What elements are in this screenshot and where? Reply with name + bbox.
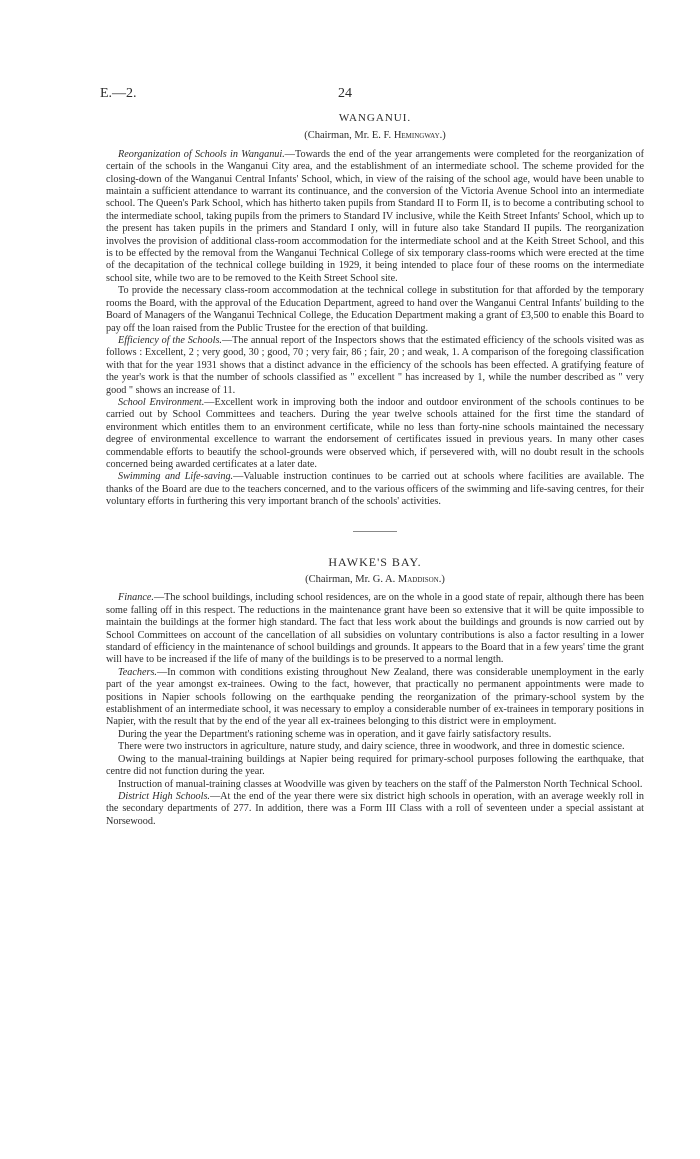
paragraph <box>106 754 644 779</box>
paragraph-heading: Swimming and Life-saving. <box>118 471 234 483</box>
paragraph-heading: Finance. <box>118 592 154 604</box>
chairman-name: Maddison <box>397 574 439 585</box>
paragraph-text: —Valuable instruction continues to be carried out at schools where facilities are available. The thanks of the Board are due to the teachers concerned, and to the various officers of the swimming and life-saving centres, for their voluntary efforts in furthering this very important branch of the schools' activities. <box>106 471 644 508</box>
chairman-prefix: (Chairman, Mr. E. F. <box>304 130 394 142</box>
paragraph-text: —The school buildings, including school residences, are on the whole in a good state of repair, although there has been some falling off in this respect. The reductions in the maintenance grant have been so extensive that it will be quite impossible to maintain the buildings at the former high standard. The fact that less work about the buildings and grounds is now carried out by School Committees on account of the cancellation of all subsidies on voluntary contributions is also a factor resulting in a lower standard of efficiency in the maintenance of school buildings and grounds. It appears to the Board that in a few years' time the grant will have to be increased if the life of many of the buildings is to be preserved to a normal length. <box>106 592 644 666</box>
paragraph <box>106 729 644 741</box>
section-chairman <box>106 130 644 142</box>
paragraph-text: During the year the Department's rationing scheme was in operation, and it gave fairly satisfactory results. <box>118 728 552 740</box>
paragraph-text: Instruction of manual-training classes at Woodville was given by teachers on the staff of the Palmerston North Technical School. <box>118 778 643 790</box>
paragraph <box>106 667 644 729</box>
paragraph-heading: District High Schools. <box>118 790 210 802</box>
paragraph <box>106 335 644 397</box>
section-wanganui <box>106 112 644 509</box>
paragraph <box>106 397 644 471</box>
paragraph <box>106 741 644 753</box>
page-ref: E.—2. <box>100 86 137 101</box>
paragraph <box>106 779 644 791</box>
section-title: HAWKE'S BAY. <box>328 554 422 569</box>
page-number: 24 <box>338 86 352 101</box>
paragraph-text: —At the end of the year there were six district high schools in operation, with an average weekly roll in the secondary departments of 277. In addition, there was a Form III Class with a roll of seventeen under a special assistant at Norsewood. <box>106 790 644 827</box>
paragraph-heading: Reorganization of Schools in Wanganui. <box>118 148 285 160</box>
chairman-name: Hemingway <box>393 130 440 142</box>
paragraph-text: To provide the necessary class-room accommodation at the technical college in substitution for that afforded by the temporary rooms the Board, with the approval of the Education Department, agreed to hand over the Wanganui Central Infants' building to the Board of Managers of the Wanganui Technical College, the Education Department making a grant of £3,500 to enable this Board to pay off the loan raised from the Public Trustee for the erection of that building. <box>106 285 644 334</box>
section-chairman <box>106 574 644 586</box>
chairman-suffix: .) <box>439 130 446 142</box>
section-hawkes-bay <box>106 556 644 829</box>
paragraph-heading: Teachers. <box>118 666 157 678</box>
paragraph-heading: Efficiency of the Schools. <box>118 334 222 346</box>
document-body <box>106 112 644 828</box>
paragraph-text: —In common with conditions existing throughout New Zealand, there was considerable unemployment in the early part of the year amongst ex-trainees. Owing to the fact, however, that practically no permanent appointments were made to positions in Napier schools following on the earthquake pending the reorganization of the primary-school system by the establishment of an intermediate school, it was necessary to employ a considerable number of ex-trainees in temporary positions in Napier, with the result that by the end of the year all ex-trainees belonging to this district were in employment. <box>106 666 644 728</box>
paragraph <box>106 285 644 335</box>
paragraph-text: —The annual report of the Inspectors shows that the estimated efficiency of the schools visited was as follows : Excellent, 2 ; very good, 30 ; good, 70 ; very fair, 86 ; fair, 20 ; and weak, 1. A comparison of the foregoing classification with that for the year 1931 shows that a distinct advance in the efficiency of the schools has been effected. A gratifying feature of the year's work is that the number of schools classified as " excellent " has increased by 1, while the number described as " very good " shows an increase of 11. <box>106 334 644 396</box>
section-title: WANGANUI. <box>338 112 412 124</box>
paragraph-text: —Towards the end of the year arrangements were completed for the reorganization of certain of the schools in the Wanganui City area, and the establishment of an intermediate school. The scheme provided for the closing-down of the Wanganui Central Infants' School, which, in view of the raising of the school age, would have been unable to maintain a sufficient attendance to warrant its continuance, and the conversion of the Victoria Avenue School into an intermediate school. The Queen's Park School, which has hitherto taken pupils from Standard II to Form II, is to become a contributing school to the intermediate school, taking pupils from the primers to Standard IV inclusive, while the Keith Street Infants' School, which up to the present has taken pupils in the primers and Standard I only, will in future also take Standard II pupils. The reorganization involves the provision of additional class-room accommodation for the intermediate school and at the Keith Street School, and this is to be effected by the removal from the Wanganui Technical College of six temporary class-rooms which were erected at the time of the decapitation of the technical college building in 1929, it being intended to place four of these rooms on the intermediate school site, while two are to be removed to the Keith Street School site. <box>106 148 644 284</box>
paragraph-text: There were two instructors in agriculture, nature study, and dairy science, three in woodwork, and three in domestic science. <box>118 741 625 753</box>
paragraph-text: —Excellent work in improving both the indoor and outdoor environment of the schools continues to be carried out by School Committees and teachers. During the year twelve schools attained for the first time the standard of environment which entitles them to an environment certificate, while no less than forty-nine schools maintained the necessary degree of environmental excellence to warrant the endorsement of certificates issued in previous years. In many other cases commendable efforts to beautify the school-grounds were observed which, if persevered with, will no doubt result in the schools concerned being awarded certificates at a later date. <box>106 396 644 470</box>
paragraph <box>106 471 644 508</box>
chairman-suffix: .) <box>438 574 445 585</box>
paragraph-text: Owing to the manual-training buildings at Napier being required for primary-school purposes following the earthquake, that centre did not function during the year. <box>106 753 644 778</box>
paragraph <box>106 592 644 666</box>
section-divider <box>353 531 397 532</box>
paragraph <box>106 791 644 828</box>
paragraph-heading: School Environment. <box>118 396 205 408</box>
paragraph <box>106 149 644 285</box>
chairman-prefix: (Chairman, Mr. G. A. <box>305 574 398 585</box>
